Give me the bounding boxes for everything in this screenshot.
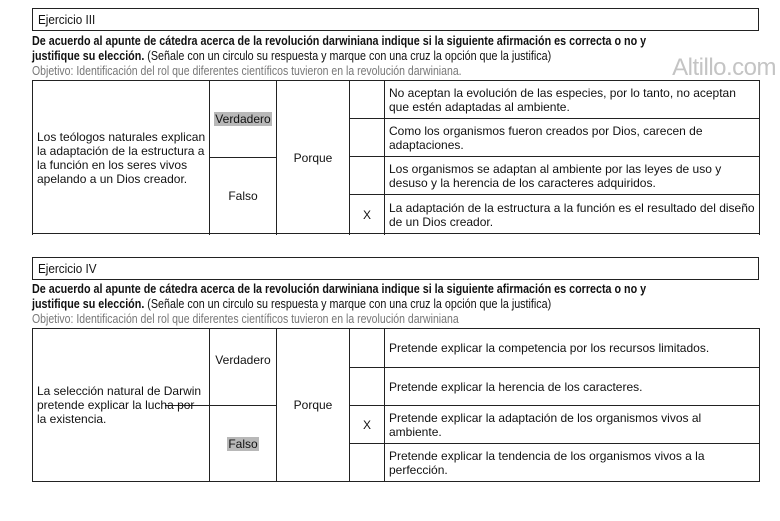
instruction-line-1 — [32, 282, 646, 296]
option-text: Pretende explicar la competencia por los recursos limitados. — [389, 341, 710, 355]
option-mark[interactable] — [350, 81, 384, 118]
answer-table — [32, 328, 760, 482]
instruction-text: De acuerdo al apunte de cátedra acerca de la revolución darwiniana indique si la siguiente afirmación es correcta o no y — [32, 34, 647, 48]
option-text: Pretende explicar la adaptación de los organismos vivos al ambiente. — [389, 410, 702, 439]
option-text: Pretende explicar la tendencia de los organismos vivos a la perfección. — [389, 448, 705, 477]
because-label: Porque — [293, 150, 333, 165]
option-text: No aceptan la evolución de las especies, por lo tanto, no aceptan que estén adaptadas al ambiente. — [389, 85, 736, 114]
exercise-title-box — [32, 257, 759, 280]
because-label: Porque — [293, 398, 333, 412]
instruction-line-1 — [32, 34, 646, 48]
watermark: Altillo.com — [672, 54, 776, 81]
option-mark[interactable] — [350, 444, 384, 481]
instruction-note: (Señale con un circulo su respuesta y marque con una cruz la opción que la justifica) — [144, 297, 552, 311]
instruction-text: justifique su elección. — [32, 297, 145, 311]
false-label: Falso — [228, 436, 258, 451]
instruction-line-2 — [32, 49, 551, 63]
exercise-title: Ejercicio III — [38, 12, 96, 27]
option-text: Los organismos se adaptan al ambiente por las leyes de uso y desuso y la herencia de los caracteres adquiridos. — [389, 161, 722, 190]
instruction-note: (Señale con un circulo su respuesta y marque con una cruz la opción que la justifica) — [144, 49, 552, 63]
exercise-title: Ejercicio IV — [38, 261, 97, 276]
option-true[interactable] — [210, 329, 276, 391]
answer-table — [32, 80, 760, 235]
instruction-text: De acuerdo al apunte de cátedra acerca de la revolución darwiniana indique si la siguiente afirmación es correcta o no y — [32, 282, 647, 296]
true-label: Verdadero — [215, 112, 271, 126]
option-false[interactable] — [210, 406, 276, 481]
statement: La selección natural de Darwin pretende explicar la lucha por la existencia. — [37, 384, 202, 426]
true-label: Verdadero — [215, 353, 271, 367]
option-mark[interactable]: X — [362, 208, 371, 222]
option-text: Pretende explicar la herencia de los caracteres. — [389, 379, 643, 394]
option-mark[interactable] — [350, 329, 384, 367]
option-text: La adaptación de la estructura a la función es el resultado del diseño de un Dios creador. — [389, 201, 755, 229]
instruction-line-2 — [32, 297, 551, 311]
option-mark[interactable]: X — [362, 417, 371, 432]
option-text: Como los organismos fueron creados por Dios, carecen de adaptaciones. — [389, 123, 703, 152]
option-false[interactable] — [210, 158, 276, 234]
exercise-title-box — [32, 8, 759, 31]
false-label: Falso — [228, 189, 258, 203]
objective: Objetivo: Identificación del rol que diferentes científicos tuvieron en la revolución darwiniana. — [32, 64, 462, 78]
option-mark[interactable] — [350, 157, 384, 194]
instruction-text: justifique su elección. — [32, 49, 145, 63]
option-mark[interactable] — [350, 119, 384, 156]
objective: Objetivo: Identificación del rol que diferentes científicos tuvieron en la revolución darwiniana — [32, 312, 459, 326]
statement: Los teólogos naturales explican la adaptación de la estructura a la función en los seres vivos apelando a un Dios creador. — [37, 129, 206, 186]
option-true[interactable] — [210, 81, 276, 157]
option-mark[interactable] — [350, 368, 384, 405]
